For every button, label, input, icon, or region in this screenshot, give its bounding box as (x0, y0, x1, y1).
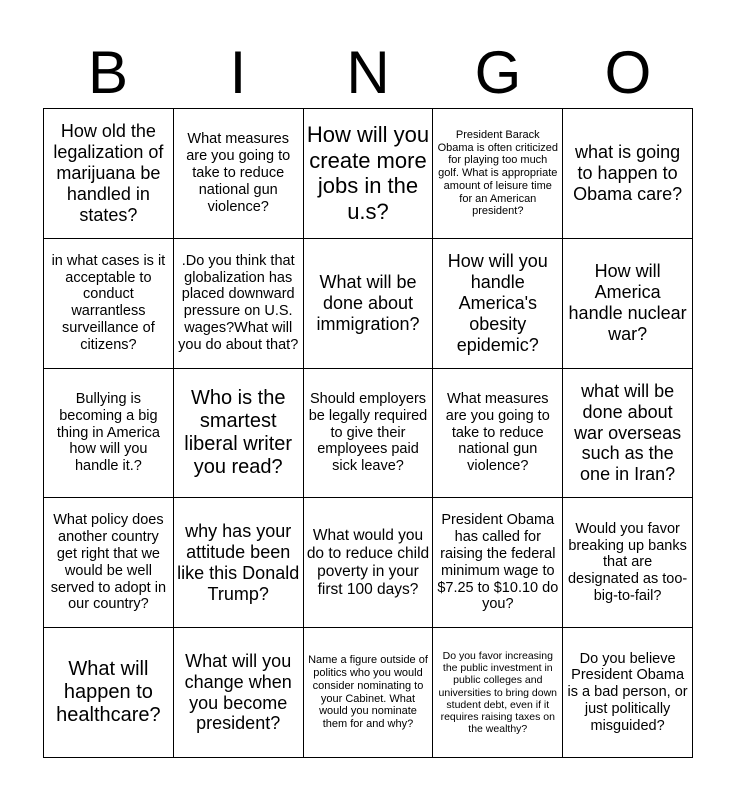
cell-text: What would you do to reduce child poverty in your first 100 days? (306, 526, 430, 598)
bingo-cell[interactable] (44, 498, 174, 628)
cell-text: President Obama has called for raising the federal minimum wage to $7.25 to $10.10 do you? (437, 512, 559, 613)
bingo-cell[interactable] (433, 369, 563, 499)
cell-text: Do you favor increasing the public investment in public colleges and universities to bring down student debt, even if it requires raising taxes on the wealthy? (438, 649, 558, 736)
bingo-cell[interactable] (44, 239, 174, 369)
cell-text: What will be done about immigration? (316, 271, 420, 334)
cell-text: Who is the smartest liberal writer you read? (184, 386, 293, 479)
bingo-cell[interactable] (174, 239, 304, 369)
bingo-cell[interactable] (433, 109, 563, 239)
bingo-cell[interactable] (174, 628, 304, 758)
bingo-cell[interactable] (44, 109, 174, 239)
bingo-header (43, 38, 693, 108)
cell-text: What will happen to healthcare? (56, 657, 161, 727)
header-letter-i: I (229, 39, 247, 106)
cell-text: What measures are you going to take to reduce national gun violence? (445, 390, 550, 475)
bingo-cell[interactable] (304, 498, 434, 628)
bingo-cell[interactable] (563, 628, 693, 758)
cell-text: What policy does another country get right that we would be well served to adopt in our country? (50, 512, 167, 613)
cell-text: Would you favor breaking up banks that are designated as too-big-to-fail? (567, 520, 688, 604)
cell-text: President Barack Obama is often criticized for playing too much golf. What is appropriate amount of leisure time for an American president? (437, 128, 558, 218)
bingo-cell[interactable] (44, 369, 174, 499)
cell-text: in what cases is it acceptable to conduct warrantless surveillance of citizens? (51, 252, 166, 353)
bingo-cell[interactable] (563, 109, 693, 239)
bingo-card-grid (43, 108, 693, 758)
bingo-cell[interactable] (563, 498, 693, 628)
bingo-cell[interactable] (304, 628, 434, 758)
cell-text: How will you handle America's obesity epidemic? (447, 251, 548, 355)
cell-text: .Do you think that globalization has placed downward pressure on U.S. wages?What will you do about that? (178, 252, 299, 353)
cell-text: Should employers be legally required to give their employees paid sick leave? (308, 390, 428, 475)
bingo-cell[interactable] (174, 369, 304, 499)
header-letter-g: G (474, 39, 522, 106)
bingo-cell[interactable] (304, 109, 434, 239)
header-letter-b: B (87, 39, 129, 106)
cell-text: Do you believe President Obama is a bad person, or just politically misguided? (567, 650, 688, 734)
bingo-cell[interactable] (44, 628, 174, 758)
bingo-cell[interactable] (304, 369, 434, 499)
bingo-cell[interactable] (174, 109, 304, 239)
bingo-cell[interactable] (433, 628, 563, 758)
header-letter-o: O (604, 39, 652, 106)
bingo-cell[interactable] (174, 498, 304, 628)
header-letter-n: N (346, 39, 390, 106)
cell-text: What measures are you going to take to reduce national gun violence? (186, 131, 291, 215)
bingo-cell[interactable] (433, 498, 563, 628)
bingo-cell[interactable] (304, 239, 434, 369)
cell-text: What will you change when you become president? (184, 650, 292, 734)
bingo-cell[interactable] (563, 369, 693, 499)
bingo-cell[interactable] (563, 239, 693, 369)
cell-text: Bullying is becoming a big thing in America how will you handle it.? (56, 390, 160, 475)
cell-text: why has your attitude been like this Donald Trump? (177, 521, 300, 604)
cell-text: How will America handle nuclear war? (568, 261, 687, 345)
cell-text: Name a figure outside of politics who you would consider nominating to your Cabinet. What would you nominate them for and why? (308, 654, 428, 731)
cell-text: what is going to happen to Obama care? (573, 142, 683, 204)
cell-text: How will you create more jobs in the u.s? (306, 122, 430, 224)
cell-text: How old the legalization of marijuana be handled in states? (53, 121, 164, 225)
cell-text: what will be done about war overseas such as the one in Iran? (574, 380, 682, 485)
bingo-cell[interactable] (433, 239, 563, 369)
